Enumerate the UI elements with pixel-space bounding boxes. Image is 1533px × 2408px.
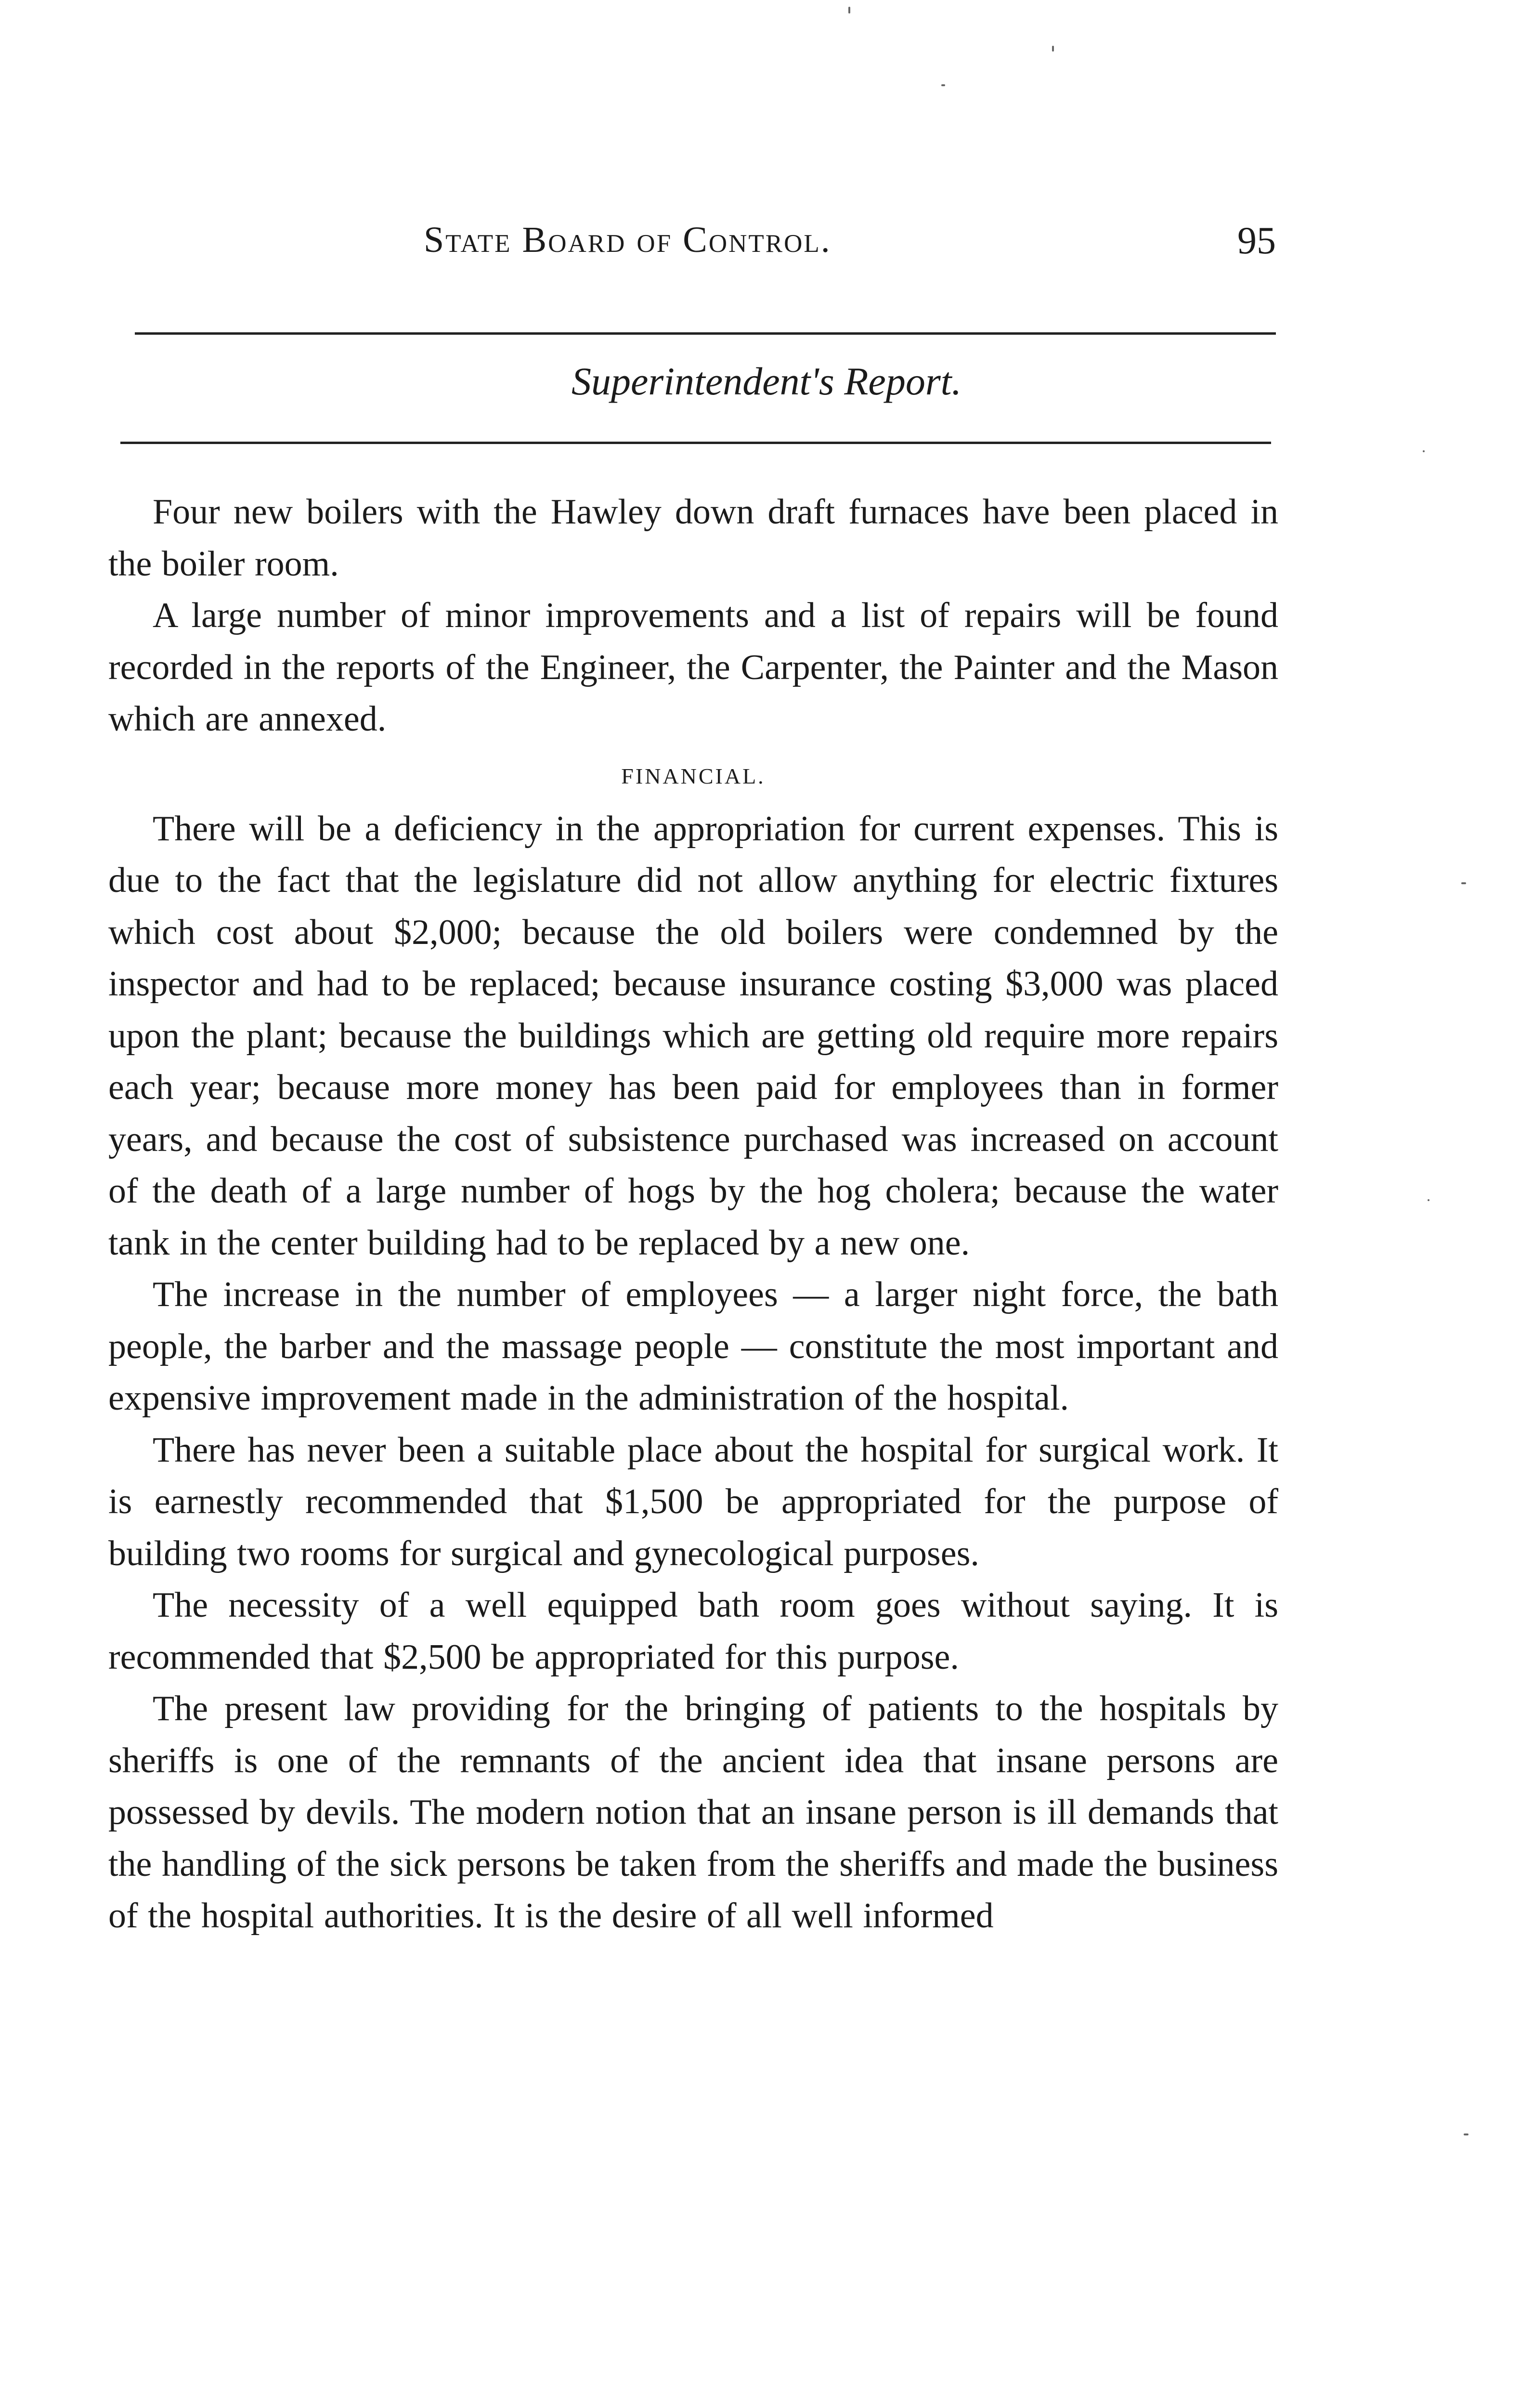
scan-speck bbox=[1461, 882, 1466, 884]
scan-speck bbox=[941, 84, 945, 86]
scan-speck bbox=[1052, 46, 1054, 52]
paragraph: The necessity of a well equipped bath room goes without saying. It is recommended that $2,500 be appropriated for this purpose. bbox=[108, 1585, 1278, 1677]
scan-speck bbox=[1464, 2133, 1468, 2135]
running-header bbox=[120, 219, 1276, 272]
paragraph: A large number of minor improvements and a list of repairs will be found recorded in the reports of the Engineer, the Carpenter, the Painter and the Mason which are annexed. bbox=[108, 596, 1278, 739]
paragraph: Four new boilers with the Hawley down draft furnaces have been placed in the boiler room. bbox=[108, 492, 1278, 584]
section-subtitle: Superintendent's Report. bbox=[571, 359, 962, 403]
bottom-rule bbox=[120, 442, 1271, 444]
page-number: 95 bbox=[1237, 220, 1276, 262]
scan-speck bbox=[848, 7, 850, 13]
body-text bbox=[108, 486, 1278, 1942]
scan-speck bbox=[1428, 1199, 1429, 1201]
header-title: State Board of Control. bbox=[424, 220, 831, 260]
paragraph: The increase in the number of employees — a larger night force, the bath people, the barber and the massage people — constitute the most important and expensive improvement made in the administration of the hospital. bbox=[108, 1275, 1278, 1418]
scan-speck bbox=[1423, 450, 1425, 452]
paragraph: There has never been a suitable place about the hospital for surgical work. It is earnestly recommended that $1,500 be appropriated for the purpose of building two rooms for surgical and gynecological purposes. bbox=[108, 1430, 1278, 1573]
paragraph: The present law providing for the bringing of patients to the hospitals by sheriffs is one of the remnants of the ancient idea that insane persons are possessed by devils. The modern notion that an insane person is ill demands that the handling of the sick persons be taken from the sheriffs and made the business of the hospital authorities. It is the desire of all well informed bbox=[108, 1689, 1278, 1936]
paragraph: There will be a deficiency in the appropriation for current expenses. This is due to the fact that the legislature did not allow anything for electric fixtures which cost about $2,000; because the old boilers were condemned by the inspector and had to be replaced; because insurance costing $3,000 was placed upon the plant; because the buildings which are getting old require more repairs each year; because more money has been paid for employees than in former years, and because the cost of subsistence purchased was increased on account of the death of a large number of hogs by the hog cholera; because the water tank in the center building had to be replaced by a new one. bbox=[108, 809, 1278, 1263]
top-rule bbox=[135, 332, 1276, 335]
section-heading: FINANCIAL. bbox=[621, 763, 766, 788]
